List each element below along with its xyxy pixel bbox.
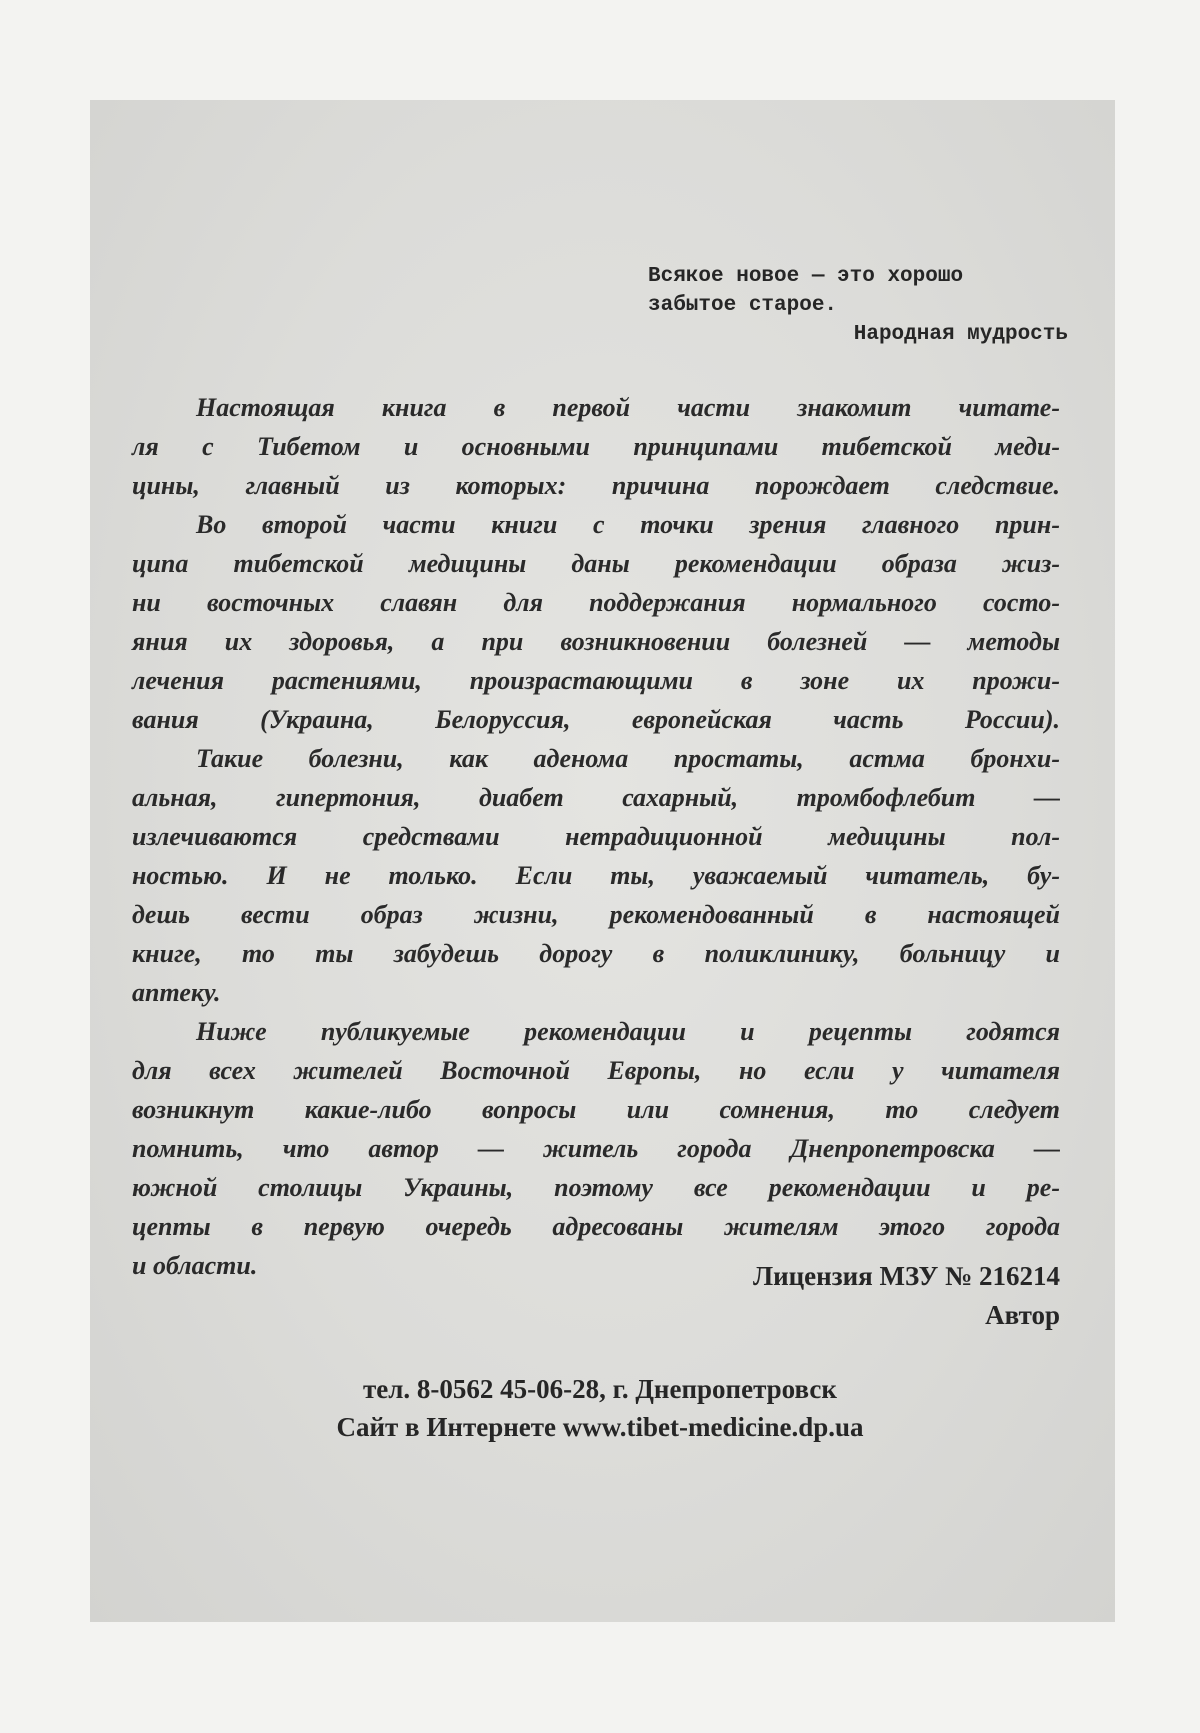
- text-line: цины, главный из которых: причина порождает следствие.: [132, 471, 1060, 500]
- epigraph-line: забытое старое.: [648, 294, 838, 317]
- text-line: ностью. И не только. Если ты, уважаемый читатель, бу-: [132, 861, 1060, 890]
- text-line: Настоящая книга в первой части знакомит читате-: [196, 393, 1060, 422]
- text-line: ля с Тибетом и основными принципами тибетской меди-: [132, 432, 1060, 461]
- text-line: возникнут какие-либо вопросы или сомнения, то следует: [132, 1095, 1060, 1124]
- text-line: цепты в первую очередь адресованы жителям этого города: [132, 1212, 1060, 1241]
- text-line: Во второй части книги с точки зрения главного прин-: [196, 510, 1060, 539]
- text-line: для всех жителей Восточной Европы, но если у читателя: [132, 1056, 1060, 1085]
- contacts: [0, 1370, 1200, 1446]
- text-line: Такие болезни, как аденома простаты, астма бронхи-: [196, 744, 1060, 773]
- paragraph-3: [132, 739, 1060, 1012]
- text-line: вания (Украина, Белоруссия, европейская часть России).: [132, 705, 1060, 734]
- text-line: ни восточных славян для поддержания нормального состо-: [132, 588, 1060, 617]
- text-line: излечиваются средствами нетрадиционной медицины пол-: [132, 822, 1060, 851]
- text-line: помнить, что автор — житель города Днепропетровска —: [132, 1134, 1060, 1163]
- preface-text: [132, 388, 1060, 1285]
- epigraph: [648, 262, 1068, 349]
- text-line: и области.: [132, 1251, 258, 1280]
- phone-line: тел. 8-0562 45-06-28, г. Днепропетровск: [363, 1374, 837, 1404]
- text-line: лечения растениями, произрастающими в зоне их прожи-: [132, 666, 1060, 695]
- paragraph-1: [132, 388, 1060, 505]
- author-label: Автор: [985, 1300, 1060, 1330]
- signature: [753, 1257, 1060, 1335]
- epigraph-line: Всякое новое — это хорошо: [648, 265, 964, 288]
- text-line: Ниже публикуемые рекомендации и рецепты годятся: [196, 1017, 1060, 1046]
- text-line: ципа тибетской медицины даны рекомендации образа жиз-: [132, 549, 1060, 578]
- website-line: Сайт в Интернете www.tibet-medicine.dp.ua: [336, 1412, 864, 1442]
- license-number: Лицензия МЗУ № 216214: [752, 1261, 1060, 1291]
- text-line: дешь вести образ жизни, рекомендованный в настоящей: [132, 900, 1060, 929]
- text-line: яния их здоровья, а при возникновении болезней — методы: [132, 627, 1060, 656]
- paragraph-4: [132, 1012, 1060, 1285]
- paragraph-2: [132, 505, 1060, 739]
- epigraph-source: Народная мудрость: [853, 323, 1068, 346]
- text-line: книге, то ты забудешь дорогу в поликлинику, больницу и: [132, 939, 1060, 968]
- text-line: альная, гипертония, диабет сахарный, тромбофлебит —: [132, 783, 1060, 812]
- text-line: аптеку.: [132, 978, 221, 1007]
- text-line: южной столицы Украины, поэтому все рекомендации и ре-: [132, 1173, 1060, 1202]
